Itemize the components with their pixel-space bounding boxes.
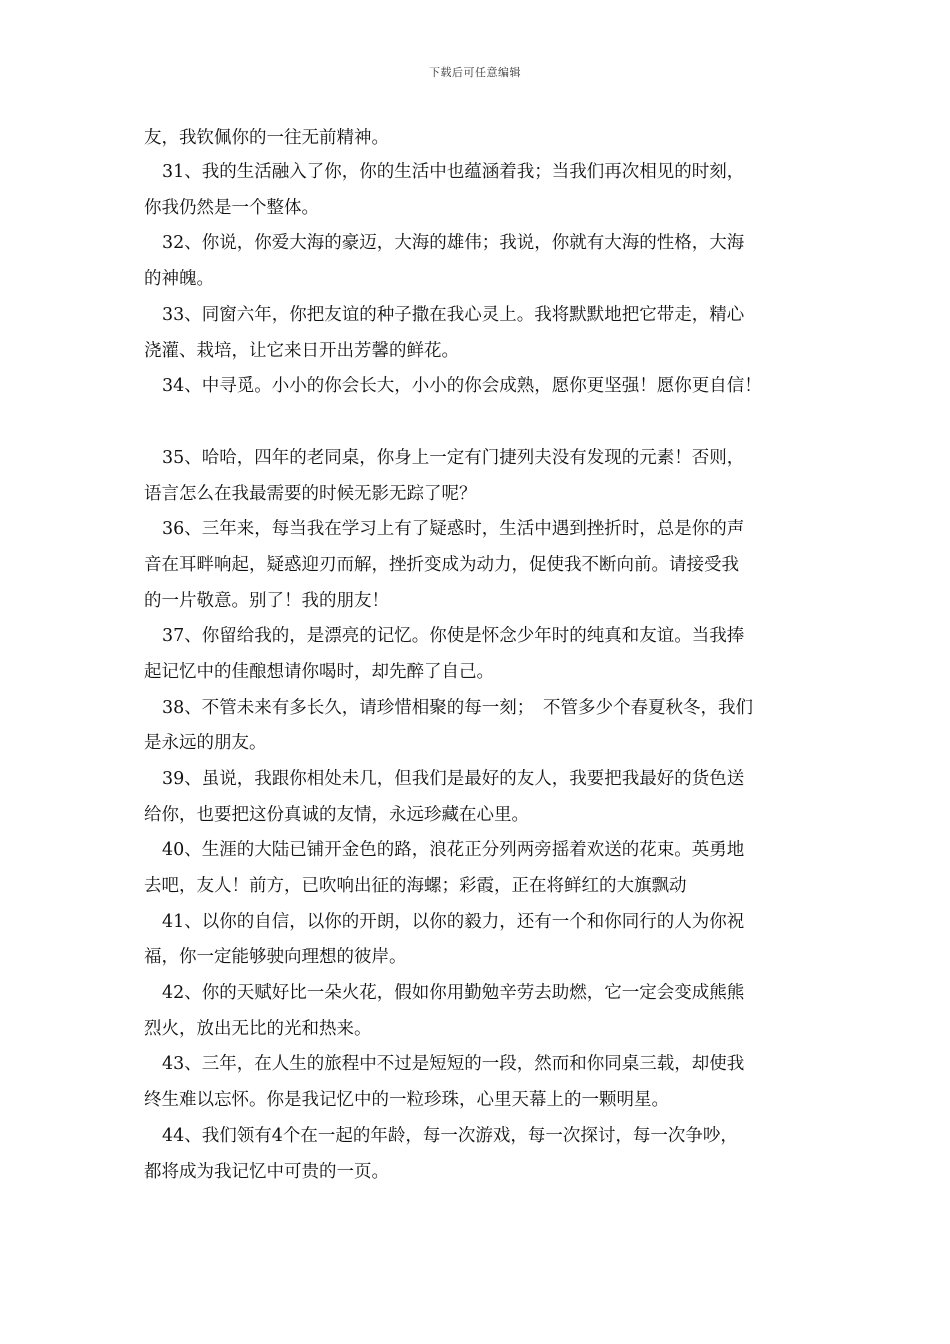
text-line: 你我仍然是一个整体。	[144, 198, 319, 218]
text-line: 42、你的天赋好比一朵火花，假如你用勤勉辛劳去助燃，它一定会变成熊熊	[162, 983, 745, 1003]
text-line: 给你，也要把这份真诚的友情，永远珍藏在心里。	[144, 805, 529, 825]
text-line: 语言怎么在我最需要的时候无影无踪了呢？	[144, 484, 477, 504]
text-line: 是永远的朋友。	[144, 733, 267, 753]
text-line: 浇灌、栽培，让它来日开出芳馨的鲜花。	[144, 341, 459, 361]
text-line: 34、中寻觅。小小的你会长大，小小的你会成熟，愿你更坚强！愿你更自信！	[162, 376, 762, 396]
text-line: 去吧，友人！前方，已吹响出征的海螺；彩霞，正在将鲜红的大旗飘动	[144, 876, 687, 896]
text-line: 39、虽说，我跟你相处未几，但我们是最好的友人，我要把我最好的货色送	[162, 769, 745, 789]
text-line: 35、哈哈，四年的老同桌，你身上一定有门捷列夫没有发现的元素！否则，	[162, 448, 745, 468]
text-line: 音在耳畔响起，疑惑迎刃而解，挫折变成为动力，促使我不断向前。请接受我	[144, 555, 739, 575]
text-line: 友，我钦佩你的一往无前精神。	[144, 128, 389, 148]
text-line: 起记忆中的佳酿想请你喝时，却先醉了自己。	[144, 662, 494, 682]
text-line: 的神魄。	[144, 269, 214, 289]
text-line: 38、不管未来有多长久，请珍惜相聚的每一刻； 不管多少个春夏秋冬，我们	[162, 698, 754, 718]
page-header: 下载后可任意编辑	[429, 66, 521, 79]
text-line: 33、同窗六年，你把友谊的种子撒在我心灵上。我将默默地把它带走，精心	[162, 305, 745, 325]
text-line: 43、三年，在人生的旅程中不过是短短的一段，然而和你同桌三载，却使我	[162, 1054, 745, 1074]
text-line: 福，你一定能够驶向理想的彼岸。	[144, 947, 407, 967]
text-line: 36、三年来，每当我在学习上有了疑惑时，生活中遇到挫折时，总是你的声	[162, 519, 745, 539]
text-line: 41、以你的自信，以你的开朗，以你的毅力，还有一个和你同行的人为你祝	[162, 912, 745, 932]
text-line: 都将成为我记忆中可贵的一页。	[144, 1162, 389, 1182]
text-line: 44、我们领有4个在一起的年龄，每一次游戏，每一次探讨，每一次争吵，	[162, 1126, 738, 1146]
text-line: 烈火，放出无比的光和热来。	[144, 1019, 372, 1039]
text-line: 31、我的生活融入了你，你的生活中也蕴涵着我；当我们再次相见的时刻，	[162, 162, 745, 182]
text-line: 40、生涯的大陆已铺开金色的路，浪花正分列两旁摇着欢送的花束。英勇地	[162, 840, 745, 860]
text-line: 的一片敬意。别了！我的朋友！	[144, 591, 389, 611]
text-line: 终生难以忘怀。你是我记忆中的一粒珍珠，心里天幕上的一颗明星。	[144, 1090, 669, 1110]
text-line: 37、你留给我的，是漂亮的记忆。你使是怀念少年时的纯真和友谊。当我捧	[162, 626, 745, 646]
text-line: 32、你说，你爱大海的豪迈，大海的雄伟；我说，你就有大海的性格，大海	[162, 233, 745, 253]
